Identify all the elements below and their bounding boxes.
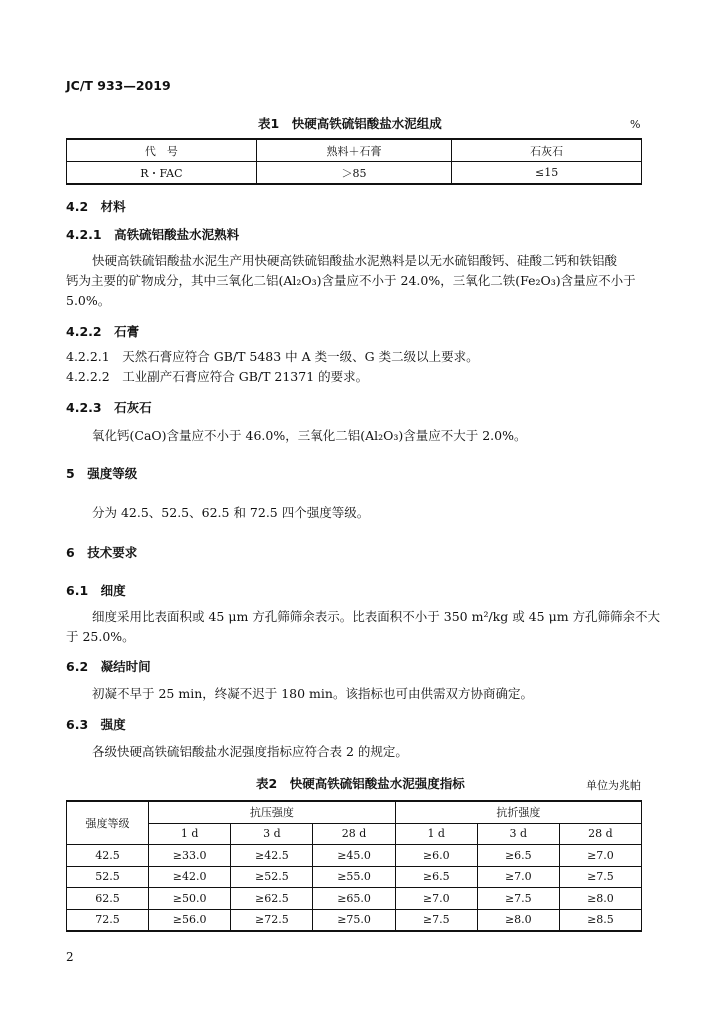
table2-header-row xyxy=(67,801,642,823)
table-cell: ≥52.5 xyxy=(231,866,313,888)
table-header-cell: 抗压强度 xyxy=(149,801,396,823)
table-cell: ≥6.0 xyxy=(395,845,477,867)
table-cell: ≥33.0 xyxy=(149,845,231,867)
table-cell: ≥42.5 xyxy=(231,845,313,867)
table-cell: ≥42.0 xyxy=(149,866,231,888)
paragraph-line: 分为 42.5、52.5、62.5 和 72.5 四个强度等级。 xyxy=(92,505,370,520)
table-header-cell: 3 d xyxy=(231,823,313,845)
paragraph-line: 于 25.0%。 xyxy=(66,629,135,644)
table-cell: 42.5 xyxy=(67,845,149,867)
table-cell: ＞85 xyxy=(256,162,452,185)
table-header-cell: 代 号 xyxy=(67,139,257,162)
paragraph-line: 氧化钙(CaO)含量应不小于 46.0%，三氧化二铝(Al₂O₃)含量应不大于 2.0%。 xyxy=(92,428,527,443)
table-header-cell: 强度等级 xyxy=(67,801,149,845)
table-header-cell: 石灰石 xyxy=(452,139,642,162)
table-header-cell: 抗折强度 xyxy=(395,801,641,823)
paragraph-line: 各级快硬高铁硫铝酸盐水泥强度指标应符合表 2 的规定。 xyxy=(92,744,408,759)
table-cell: ≥6.5 xyxy=(477,845,559,867)
table-cell: ≥75.0 xyxy=(313,909,395,931)
table2-age-row xyxy=(67,823,642,845)
table-cell: ≥62.5 xyxy=(231,888,313,910)
table-cell: ≥7.0 xyxy=(559,845,641,867)
table-header-cell: 1 d xyxy=(395,823,477,845)
table2 xyxy=(66,800,642,932)
standard-number: JC/T 933—2019 xyxy=(66,78,171,93)
table-cell: ≥72.5 xyxy=(231,909,313,931)
table-cell: ≥50.0 xyxy=(149,888,231,910)
table2-unit: 单位为兆帕 xyxy=(586,779,641,792)
table1-unit: % xyxy=(630,118,641,131)
table-row xyxy=(67,909,642,931)
table-cell: ≥55.0 xyxy=(313,866,395,888)
table-cell: ≥6.5 xyxy=(395,866,477,888)
table-cell: ≥7.5 xyxy=(477,888,559,910)
table-header-cell: 28 d xyxy=(313,823,395,845)
paragraph-line: 钙为主要的矿物成分，其中三氧化二铝(Al₂O₃)含量应不小于 24.0%，三氧化二铁(Fe₂O₃)含量应不小于 xyxy=(66,273,636,288)
section-heading: 4.2.2 石膏 xyxy=(66,324,140,339)
table-cell: ≥45.0 xyxy=(313,845,395,867)
table1-title: 表1 快硬高铁硫铝酸盐水泥组成 xyxy=(258,116,442,131)
table-header-cell: 熟料＋石膏 xyxy=(256,139,452,162)
table-cell: ≥7.0 xyxy=(395,888,477,910)
paragraph-line: 初凝不早于 25 min，终凝不迟于 180 min。该指标也可由供需双方协商确定。 xyxy=(92,686,533,701)
table-cell: 52.5 xyxy=(67,866,149,888)
table-cell: 62.5 xyxy=(67,888,149,910)
table-cell: ≤15 xyxy=(452,162,642,185)
page-number: 2 xyxy=(66,950,74,964)
section-heading: 6.2 凝结时间 xyxy=(66,659,151,674)
table-header-cell: 28 d xyxy=(559,823,641,845)
table-cell: 72.5 xyxy=(67,909,149,931)
table1-header-row xyxy=(67,139,642,162)
table-header-cell: 1 d xyxy=(149,823,231,845)
table-header-cell: 3 d xyxy=(477,823,559,845)
table-cell: ≥56.0 xyxy=(149,909,231,931)
table-cell: ≥8.5 xyxy=(559,909,641,931)
table-row xyxy=(67,845,642,867)
table-cell: ≥7.5 xyxy=(559,866,641,888)
table-row xyxy=(67,866,642,888)
table-cell: ≥7.0 xyxy=(477,866,559,888)
section-heading: 4.2 材料 xyxy=(66,199,126,214)
section-heading: 5 强度等级 xyxy=(66,466,138,481)
paragraph-line: 细度采用比表面积或 45 μm 方孔筛筛余表示。比表面积不小于 350 m²/kg 或 45 μm 方孔筛筛余不大 xyxy=(92,609,661,624)
table-cell: ≥8.0 xyxy=(477,909,559,931)
section-heading: 4.2.3 石灰石 xyxy=(66,400,152,415)
section-heading: 4.2.1 高铁硫铝酸盐水泥熟料 xyxy=(66,227,240,242)
section-heading: 6.3 强度 xyxy=(66,717,126,732)
table-cell: ≥8.0 xyxy=(559,888,641,910)
section-heading: 6 技术要求 xyxy=(66,545,138,560)
paragraph-line: 4.2.2.2 工业副产石膏应符合 GB/T 21371 的要求。 xyxy=(66,369,369,384)
table-cell: ≥7.5 xyxy=(395,909,477,931)
paragraph-line: 快硬高铁硫铝酸盐水泥生产用快硬高铁硫铝酸盐水泥熟料是以无水硫铝酸钙、硅酸二钙和铁铝酸 xyxy=(92,253,618,268)
paragraph-line: 5.0%。 xyxy=(66,293,111,308)
section-heading: 6.1 细度 xyxy=(66,583,126,598)
table2-title: 表2 快硬高铁硫铝酸盐水泥强度指标 xyxy=(256,776,465,791)
paragraph-line: 4.2.2.1 天然石膏应符合 GB/T 5483 中 A 类一级、G 类二级以上要求。 xyxy=(66,349,479,364)
table-row xyxy=(67,888,642,910)
table-cell: R・FAC xyxy=(67,162,257,185)
table1 xyxy=(66,138,642,185)
table-row xyxy=(67,162,642,185)
table-cell: ≥65.0 xyxy=(313,888,395,910)
